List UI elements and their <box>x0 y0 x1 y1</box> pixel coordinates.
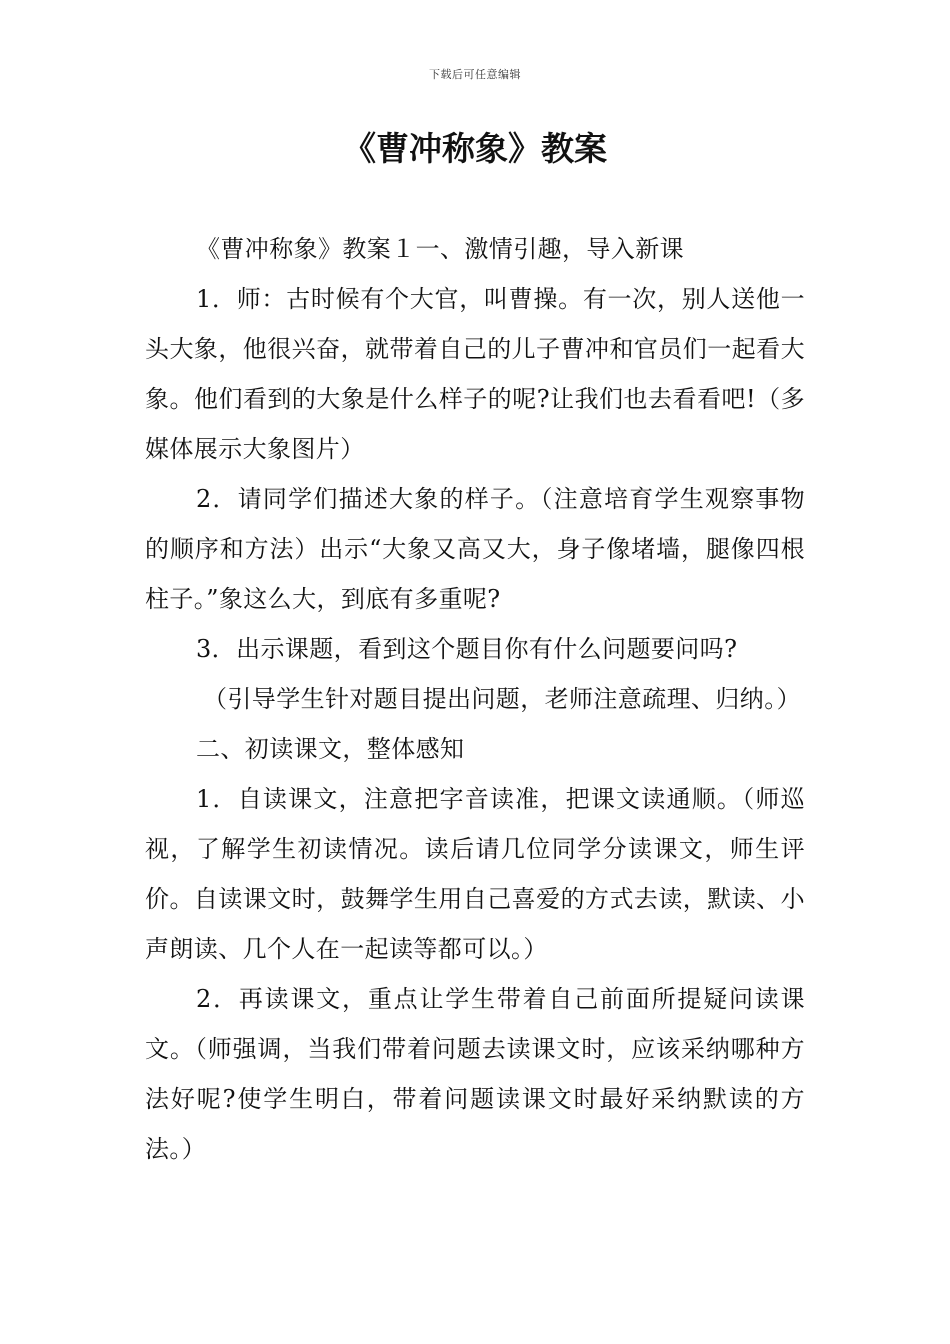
paragraph-reading-1: 1．自读课文，注意把字音读准，把课文读通顺。（师巡视，了解学生初读情况。读后请几位同学分读课文，师生评价。自读课文时，鼓舞学生用自己喜爱的方式去读，默读、小声朗读、几个人在一起读等都可以。） <box>145 785 805 963</box>
paragraph-reading-2: 2．再读课文，重点让学生带着自己前面所提疑问读课文。（师强调，当我们带着问题去读课文时，应该采纳哪种方法好呢?使学生明白，带着问题读课文时最好采纳默读的方法。） <box>145 985 805 1163</box>
paragraph-intro-heading: 《曹冲称象》教案１一、激情引趣，导入新课 <box>196 235 684 263</box>
paragraph-step-1: 1．师：古时候有个大官，叫曹操。有一次，别人送他一头大象，他很兴奋，就带着自己的儿子曹冲和官员们一起看大象。他们看到的大象是什么样子的呢?让我们也去看看吧!（多媒体展示大象图片） <box>145 285 805 463</box>
paragraph-step-2: 2．请同学们描述大象的样子。（注意培育学生观察事物的顺序和方法）出示“大象又高又大，身子像堵墙，腿像四根柱子。”象这么大，到底有多重呢? <box>145 485 805 613</box>
document-body <box>145 224 805 1174</box>
header-note: 下载后可任意编辑 <box>429 68 521 81</box>
document-title: 《曹冲称象》教案 <box>343 129 607 168</box>
section-heading-reading: 二、初读课文，整体感知 <box>196 735 465 763</box>
paragraph-step-3: 3．出示课题，看到这个题目你有什么问题要问吗? <box>196 635 738 663</box>
paragraph-guidance-note: （引导学生针对题目提出问题，老师注意疏理、归纳。） <box>203 685 801 713</box>
